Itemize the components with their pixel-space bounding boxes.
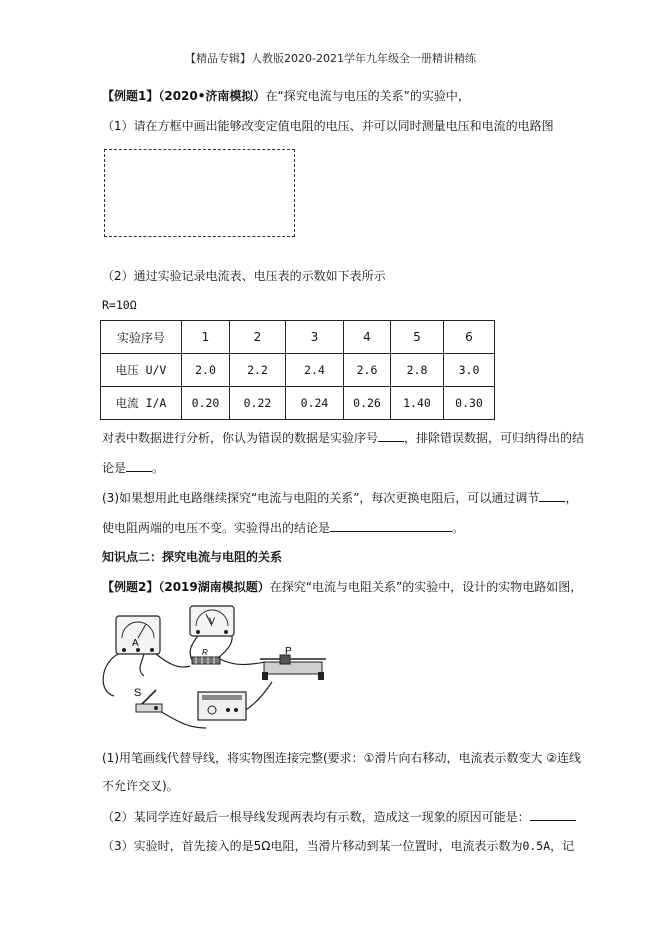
row-header: 实验序号 <box>101 321 182 354</box>
table-cell: 1 <box>182 321 230 354</box>
table-cell: 6 <box>444 321 495 354</box>
table-cell: 3 <box>286 321 344 354</box>
table-cell: 2 <box>230 321 286 354</box>
circuit-drawing-box[interactable] <box>104 149 295 237</box>
table-row <box>101 354 495 387</box>
question-text: 使电阻两端的电压不变。实验得出的结论是 <box>102 521 331 535</box>
table-cell: 3.0 <box>444 354 495 387</box>
example1-question1: （1）请在方框中画出能够改变定值电阻的电压、并可以同时测量电压和电流的电路图 <box>102 119 554 133</box>
table-row <box>101 387 495 420</box>
answer-blank[interactable] <box>530 808 576 821</box>
sliding-rheostat <box>260 655 326 680</box>
question-text: (3)如果想用此电路继续探究“电流与电阻的关系”，每次更换电阻后，可以通过调节 <box>102 491 540 505</box>
page-header: 【精品专辑】人教版2020-2021学年九年级全一册精讲精练 <box>185 52 476 65</box>
voltmeter-label: V <box>209 616 216 626</box>
resistance-value: R=10Ω <box>102 298 137 312</box>
analysis-text: 对表中数据进行分析，你认为错误的数据是实验序号 <box>102 431 379 445</box>
row-header: 电流 I/A <box>101 387 182 420</box>
wire <box>218 658 266 665</box>
wire <box>140 654 144 676</box>
question-text: ，记 <box>550 839 575 853</box>
example1-label: 【例题1】 <box>102 89 159 103</box>
example2-question1-line1: (1)用笔画线代替导线，将实物图连接完整(要求：①滑片向右移动，电流表示数变大 ②连线 <box>102 751 582 765</box>
question-text: （2）某同学连好最后一根导线发现两表均有示数，造成这一现象的原因可能是： <box>102 810 530 824</box>
example2-question3 <box>102 838 574 854</box>
analysis-text: ，排除错误数据，可归纳得出的结 <box>404 431 585 445</box>
answer-blank[interactable] <box>126 459 152 472</box>
answer-blank[interactable] <box>378 429 404 442</box>
analysis-text: 。 <box>152 461 165 475</box>
analysis-line2 <box>102 459 164 476</box>
section-title: 知识点二：探究电流与电阻的关系 <box>102 550 283 564</box>
wire <box>103 654 118 696</box>
example1-heading <box>102 88 470 104</box>
table-cell: 2.0 <box>182 354 230 387</box>
slider-label: P <box>285 646 292 657</box>
answer-blank[interactable] <box>330 519 452 532</box>
example1-intro: 在“探究电流与电压的关系”的实验中， <box>265 89 470 103</box>
row-header: 电压 U/V <box>101 354 182 387</box>
table-cell: 4 <box>344 321 391 354</box>
answer-blank[interactable] <box>539 489 565 502</box>
example2-question1-line2: 不允许交叉)。 <box>102 779 179 793</box>
question-text: （3）实验时，首先接入的是5Ω电阻，当滑片移动到某一位置时，电流表示数为 <box>102 839 523 853</box>
example2-question2 <box>102 808 576 825</box>
example1-question3-line2 <box>102 519 464 536</box>
ammeter-label: A <box>132 638 139 649</box>
resistor-label: R <box>202 648 208 657</box>
table-cell: 0.24 <box>286 387 344 420</box>
example2-source: （2019湖南模拟题） <box>158 580 270 594</box>
table-cell: 2.4 <box>286 354 344 387</box>
table-cell: 0.22 <box>230 387 286 420</box>
circuit-diagram <box>96 604 336 736</box>
table-cell: 2.2 <box>230 354 286 387</box>
table-cell: 5 <box>391 321 444 354</box>
analysis-line1 <box>102 429 584 446</box>
question-text: 。 <box>452 521 465 535</box>
table-cell: 1.40 <box>391 387 444 420</box>
current-value: 0.5A <box>522 839 551 853</box>
table-cell: 2.6 <box>344 354 391 387</box>
example2-intro: 在探究“电流与电阻关系”的实验中，设计的实物电路如图， <box>269 580 583 594</box>
analysis-text: 论是 <box>102 461 127 475</box>
example1-question3-line1 <box>102 489 577 506</box>
table-cell: 0.20 <box>182 387 230 420</box>
table-cell: 0.30 <box>444 387 495 420</box>
wire <box>156 654 190 667</box>
example1-source: （2020•济南模拟） <box>158 89 266 103</box>
question-text: ， <box>565 491 578 505</box>
table-cell: 2.8 <box>391 354 444 387</box>
example2-heading <box>102 579 582 595</box>
table-row <box>101 321 495 354</box>
resistor <box>192 657 220 664</box>
power-supply <box>198 692 246 720</box>
switch-label: S <box>134 687 142 699</box>
example1-question2: （2）通过实验记录电流表、电压表的示数如下表所示 <box>102 269 386 283</box>
table-cell: 0.26 <box>344 387 391 420</box>
experiment-data-table <box>100 320 495 420</box>
example2-label: 【例题2】 <box>102 580 159 594</box>
